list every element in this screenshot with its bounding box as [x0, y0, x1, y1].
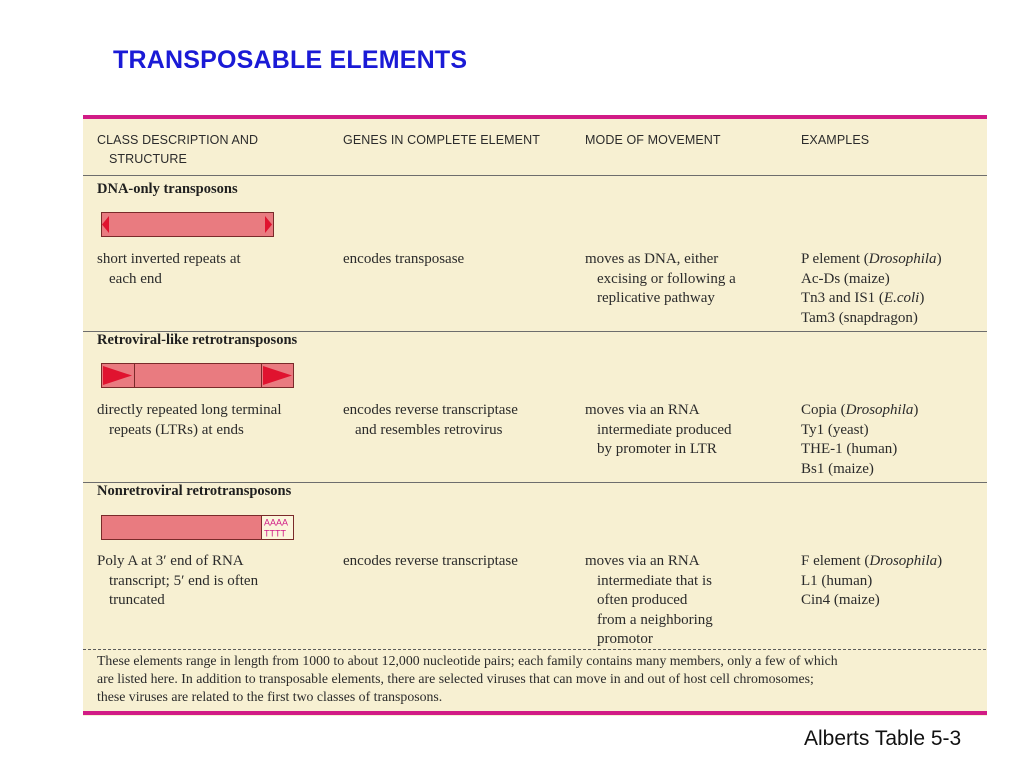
poly-a-bottom-label: TTTT — [264, 528, 286, 539]
example-item: Ac-Ds (maize) — [801, 270, 890, 287]
row2-description: directly repeated long terminal repeats (LTRs) at ends — [97, 402, 282, 438]
example-item: Copia (Drosophila) — [801, 402, 919, 418]
example-item: P element (Drosophila) — [801, 251, 942, 267]
row1-description: short inverted repeats at each end — [97, 251, 241, 287]
header-class-description-line1: CLASS DESCRIPTION AND — [97, 133, 259, 147]
row1-examples — [801, 250, 942, 328]
header-examples: EXAMPLES — [801, 133, 870, 147]
row3-description: Poly A at 3′ end of RNA transcript; 5′ end is often truncated — [97, 553, 259, 609]
retroviral-like-diagram — [101, 363, 296, 389]
poly-a-top-label: AAAA — [264, 517, 289, 528]
source-caption: Alberts Table 5-3 — [804, 727, 962, 750]
row3-movement: moves via an RNA intermediate that is often produced from a neighboring promotor — [585, 553, 713, 648]
example-item: Bs1 (maize) — [801, 460, 874, 477]
example-item: Cin4 (maize) — [801, 592, 880, 609]
example-item: Tn3 and IS1 (E.coli) — [801, 290, 925, 307]
example-item: Ty1 (yeast) — [801, 421, 869, 438]
example-item: Tam3 (snapdragon) — [801, 309, 918, 326]
section-title-retroviral-like: Retroviral-like retrotransposons — [97, 332, 298, 348]
table-bottom-rule — [83, 711, 987, 715]
transposon-body — [102, 516, 262, 540]
example-item: THE-1 (human) — [801, 441, 898, 458]
header-separator — [83, 175, 987, 176]
example-item: L1 (human) — [801, 572, 873, 589]
footnote-separator — [83, 649, 987, 650]
slide-title: TRANSPOSABLE ELEMENTS — [113, 46, 468, 74]
transposon-body — [102, 213, 274, 237]
dna-transposon-diagram — [101, 212, 276, 238]
table-top-rule — [83, 115, 987, 119]
row2-genes: encodes reverse transcriptase and resembles retrovirus — [343, 402, 518, 438]
section-title-dna-only: DNA-only transposons — [97, 181, 238, 197]
row1-movement: moves as DNA, either excising or following a replicative pathway — [585, 251, 736, 307]
nonretroviral-diagram — [101, 515, 296, 541]
row2-movement: moves via an RNA intermediate produced by promoter in LTR — [585, 402, 732, 458]
row1-genes: encodes transposase — [343, 251, 465, 267]
example-item: F element (Drosophila) — [801, 553, 943, 569]
row3-examples — [801, 552, 942, 611]
header-class-description-line2: STRUCTURE — [109, 152, 187, 166]
row3-genes: encodes reverse transcriptase — [343, 553, 518, 569]
header-class-description — [97, 131, 258, 169]
header-mode-of-movement: MODE OF MOVEMENT — [585, 133, 721, 147]
header-genes: GENES IN COMPLETE ELEMENT — [343, 133, 540, 147]
table-footnote: These elements range in length from 1000 to about 12,000 nucleotide pairs; each family contains many members, only a few of which are listed here. In addition to transposable elements, there are selected viruses that can move in and out of host cell chromosomes; these viruses are related to the first two classes of transposons. — [97, 653, 838, 704]
row2-examples — [801, 401, 918, 479]
section-title-nonretroviral: Nonretroviral retrotransposons — [97, 483, 292, 499]
